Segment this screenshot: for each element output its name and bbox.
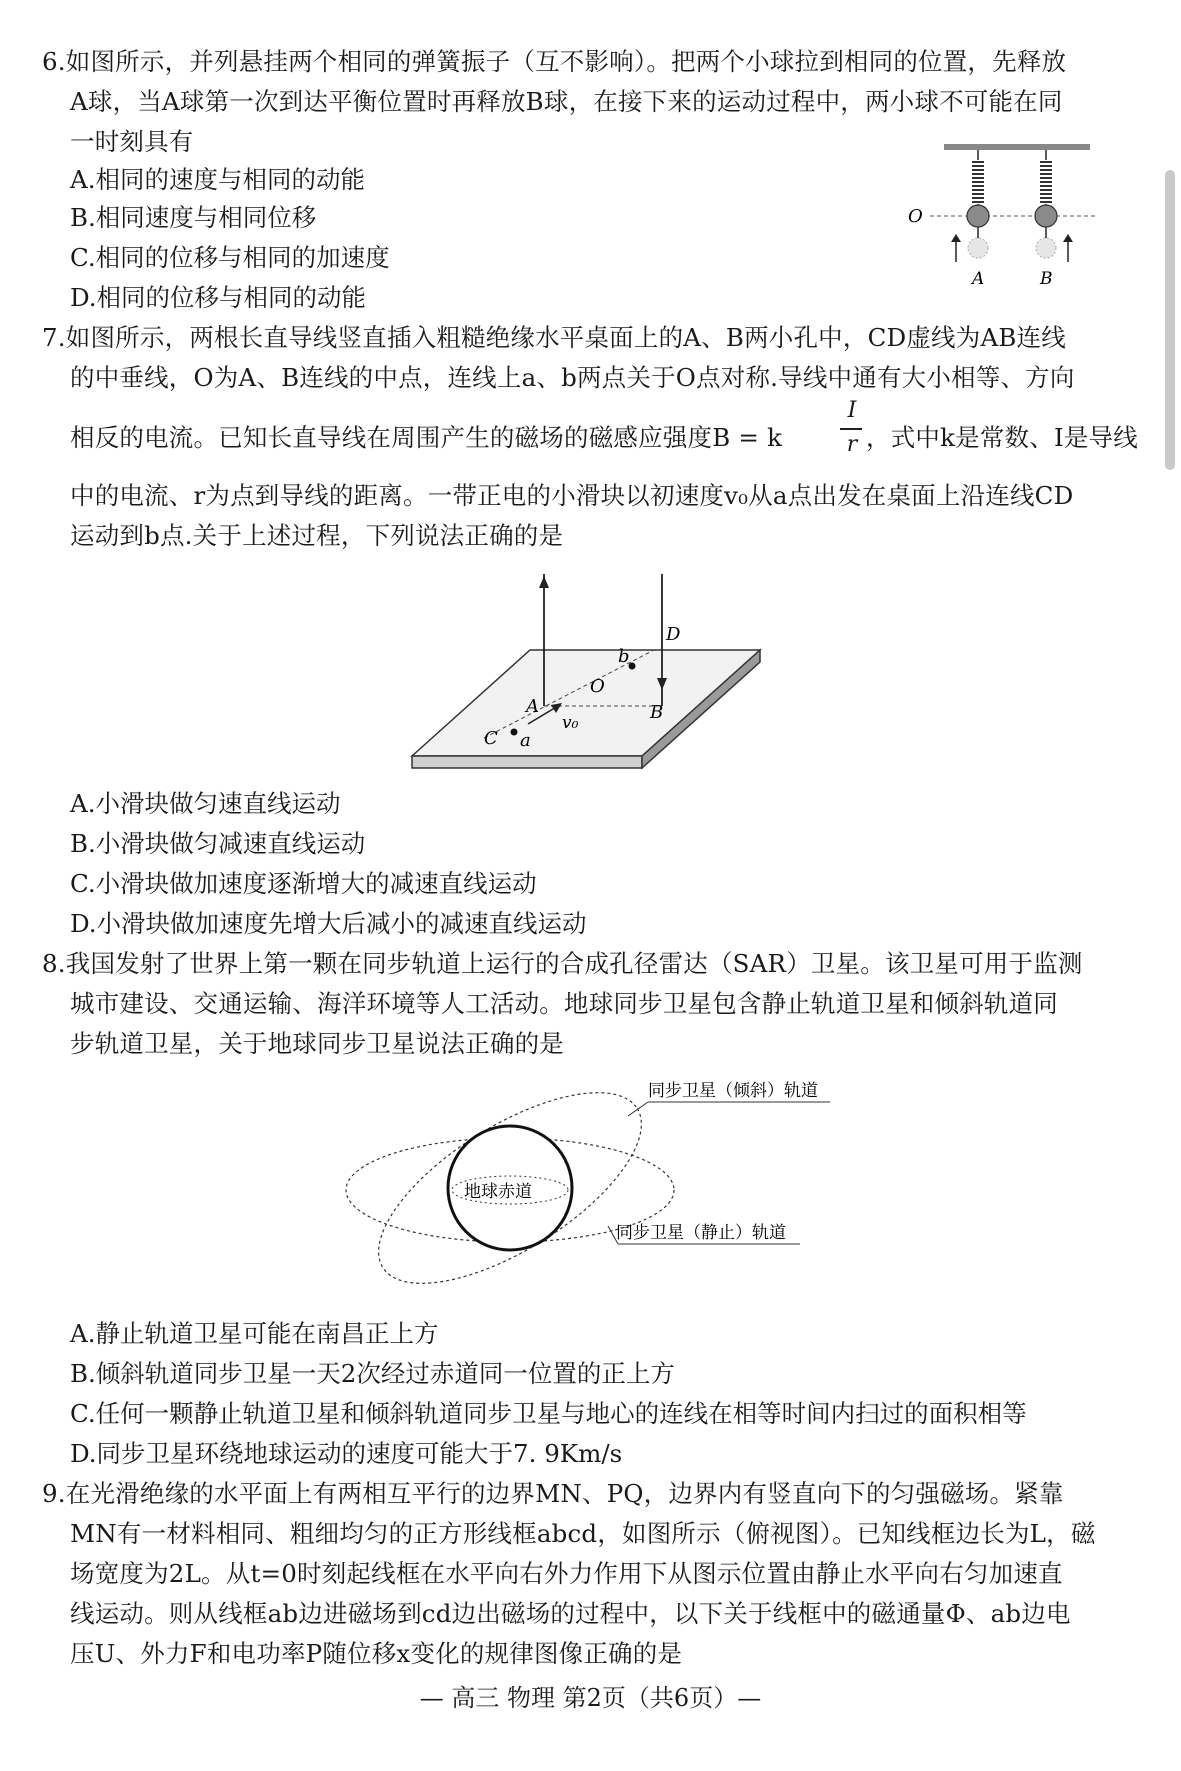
q8-line-2: 城市建设、交通运输、海洋环境等人工活动。地球同步卫星包含静止轨道卫星和倾斜轨道同 (70, 989, 1058, 1018)
label-D: D (666, 624, 681, 645)
q6-line-3: 一时刻具有 (70, 127, 194, 156)
q7-line-4: 中的电流、r为点到导线的距离。一带正电的小滑块以初速度v₀从a点出发在桌面上沿连线CD (70, 481, 1074, 510)
formula-numerator: I (847, 398, 857, 423)
q6-spring-figure (900, 138, 1120, 328)
q9-line-5: 压U、外力F和电功率P随位移x变化的规律图像正确的是 (70, 1639, 683, 1668)
ceiling-bar (944, 144, 1090, 150)
q9-line-3: 场宽度为2L。从t=0时刻起线框在水平向右外力作用下从图示位置由静止水平向右匀加速直 (70, 1559, 1063, 1588)
q7-option-c: C.小滑块做加速度逐渐增大的减速直线运动 (70, 869, 537, 898)
formula-bar (840, 428, 862, 430)
q8-line-1: 8.我国发射了世界上第一颗在同步轨道上运行的合成孔径雷达（SAR）卫星。该卫星可用于监测 (42, 949, 1083, 978)
q7-line-2: 的中垂线，O为A、B连线的中点，连线上a、b两点关于O点对称.导线中通有大小相等、方向 (70, 363, 1075, 392)
q8-line-3: 步轨道卫星，关于地球同步卫星说法正确的是 (70, 1029, 564, 1058)
q6-option-b: B.相同速度与相同位移 (70, 203, 317, 232)
q7-line-3: 相反的电流。已知长直导线在周围产生的磁场的磁感应强度B = k (70, 423, 783, 452)
label-inclined-orbit: 同步卫星（倾斜）轨道 (648, 1081, 818, 1101)
ball-b (1035, 205, 1057, 227)
formula-denominator: r (846, 432, 858, 457)
label-a: A (972, 269, 985, 289)
q7-option-d: D.小滑块做加速度先增大后减小的减速直线运动 (70, 909, 587, 938)
point-b (629, 663, 636, 670)
label-b: B (1040, 269, 1053, 289)
q9-line-4: 线运动。则从线框ab边进磁场到cd边出磁场的过程中，以下关于线框中的磁通量Φ、ab边电 (70, 1599, 1071, 1628)
label-static-orbit: 同步卫星（静止）轨道 (616, 1223, 786, 1243)
label-v0: v₀ (562, 713, 579, 733)
ball-a-start (968, 238, 988, 258)
q7-line-1: 7.如图所示，两根长直导线竖直插入粗糙绝缘水平桌面上的A、B两小孔中，CD虚线为AB连线 (42, 323, 1066, 352)
point-a (511, 729, 518, 736)
ball-b-start (1036, 238, 1056, 258)
scrollbar[interactable] (1165, 170, 1175, 470)
leader-inclined (628, 1102, 648, 1116)
label-O: O (590, 676, 605, 697)
page-footer: — 高三 物理 第2页（共6页）— (419, 1684, 762, 1712)
label-o: O (908, 206, 923, 227)
q8-orbit-figure (330, 1076, 850, 1306)
q6-option-a: A.相同的速度与相同的动能 (70, 165, 365, 194)
label-equator: 地球赤道 (464, 1182, 532, 1202)
ball-a (967, 205, 989, 227)
q6-option-c: C.相同的位移与相同的加速度 (70, 243, 390, 272)
label-C: C (484, 728, 498, 749)
label-a-small: a (520, 730, 531, 751)
q7-wire-figure (410, 566, 770, 786)
right-spring (1040, 162, 1052, 202)
q7-line-3-tail: ，式中k是常数、I是导线 (866, 423, 1138, 452)
q6-option-d: D.相同的位移与相同的动能 (70, 283, 367, 312)
q6-line-2: A球，当A球第一次到达平衡位置时再释放B球，在接下来的运动过程中，两小球不可能在同 (70, 87, 1063, 116)
label-A: A (526, 696, 539, 717)
q7-option-b: B.小滑块做匀减速直线运动 (70, 829, 366, 858)
q6-line-1: 6.如图所示，并列悬挂两个相同的弹簧振子（互不影响）。把两个小球拉到相同的位置，先释放 (42, 47, 1067, 76)
label-b-small: b (618, 646, 630, 667)
left-spring (972, 162, 984, 202)
q8-option-d: D.同步卫星环绕地球运动的速度可能大于7. 9Km/s (70, 1439, 623, 1468)
q7-option-a: A.小滑块做匀速直线运动 (70, 789, 341, 818)
table-front (412, 756, 642, 768)
label-B: B (650, 702, 664, 723)
q8-option-c: C.任何一颗静止轨道卫星和倾斜轨道同步卫星与地心的连线在相等时间内扫过的面积相等 (70, 1399, 1027, 1428)
q8-option-b: B.倾斜轨道同步卫星一天2次经过赤道同一位置的正上方 (70, 1359, 675, 1388)
q7-line-5: 运动到b点.关于上述过程，下列说法正确的是 (70, 521, 564, 550)
q9-line-2: MN有一材料相同、粗细均匀的正方形线框abcd，如图所示（俯视图）。已知线框边长为L，磁 (70, 1519, 1096, 1548)
q8-option-a: A.静止轨道卫星可能在南昌正上方 (70, 1319, 439, 1348)
q9-line-1: 9.在光滑绝缘的水平面上有两相互平行的边界MN、PQ，边界内有竖直向下的匀强磁场。紧靠 (42, 1479, 1064, 1508)
